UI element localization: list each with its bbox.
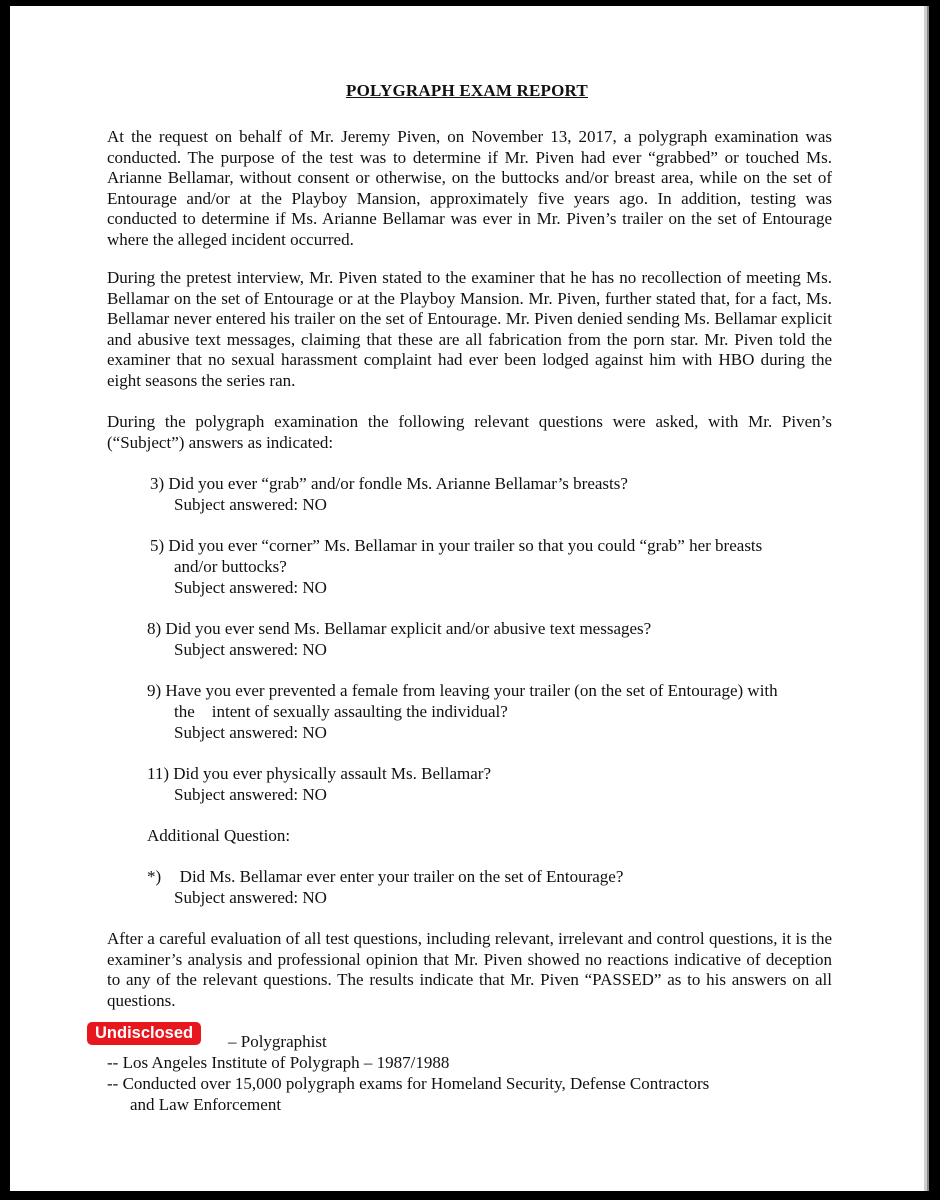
- questions-intro-paragraph: During the polygraph examination the following relevant questions were asked, with Mr. Piven’s (“Subject”) answers as indicated:: [107, 412, 832, 452]
- question-9: [147, 681, 778, 702]
- intro-paragraph: At the request on behalf of Mr. Jeremy Piven, on November 13, 2017, a polygraph examination was conducted. The purpose of the test was to determine if Mr. Piven had ever “grabbed” or touched Ms. Arianne Bellamar, without consent or otherwise, on the buttocks and/or breast area, while on the set of Entourage and/or at the Playboy Mansion, approximately five years ago. In addition, testing was conducted to determine if Ms. Arianne Bellamar was ever in Mr. Piven’s trailer on the set of Entourage where the alleged incident occurred.: [107, 127, 832, 249]
- answer-8: Subject answered: NO: [174, 640, 327, 659]
- question-5-continued: and/or buttocks?: [174, 557, 287, 576]
- question-text: Did Ms. Bellamar ever enter your trailer on the set of Entourage?: [179, 867, 624, 886]
- conclusion-paragraph: After a careful evaluation of all test questions, including relevant, irrelevant and control questions, it is the examiner’s analysis and professional opinion that Mr. Piven showed no reactions indicative of deception to any of the relevant questions. The results indicate that Mr. Piven “PASSED” as to his answers on all questions.: [107, 929, 832, 1010]
- question-text: Did you ever physically assault Ms. Bellamar?: [173, 764, 492, 783]
- question-text: Did you ever send Ms. Bellamar explicit and/or abusive text messages?: [165, 619, 652, 638]
- additional-question-heading: Additional Question:: [147, 826, 291, 845]
- answer-additional: Subject answered: NO: [174, 888, 327, 907]
- question-number: 3): [150, 474, 165, 493]
- question-number: 11): [147, 764, 170, 783]
- question-8: [147, 619, 651, 640]
- question-3: [150, 474, 628, 495]
- question-text: Did you ever “grab” and/or fondle Ms. Arianne Bellamar’s breasts?: [168, 474, 628, 493]
- examiner-role: – Polygraphist: [228, 1032, 327, 1051]
- question-number: 9): [147, 681, 162, 700]
- answer-3: Subject answered: NO: [174, 495, 327, 514]
- answer-11: Subject answered: NO: [174, 785, 327, 804]
- answer-5: Subject answered: NO: [174, 578, 327, 597]
- question-number: 5): [150, 536, 165, 555]
- question-5: [150, 536, 762, 557]
- report-title: POLYGRAPH EXAM REPORT: [346, 81, 588, 100]
- answer-9: Subject answered: NO: [174, 723, 327, 742]
- credential-institute: -- Los Angeles Institute of Polygraph – 1987/1988: [107, 1053, 450, 1072]
- question-text: Have you ever prevented a female from leaving your trailer (on the set of Entourage) with: [165, 681, 778, 700]
- question-number: *): [147, 867, 162, 886]
- question-9-continued: the intent of sexually assaulting the individual?: [174, 702, 508, 721]
- credential-exams: -- Conducted over 15,000 polygraph exams for Homeland Security, Defense Contractors: [107, 1074, 710, 1093]
- redaction-badge: Undisclosed: [87, 1022, 201, 1045]
- question-text: Did you ever “corner” Ms. Bellamar in your trailer so that you could “grab” her breasts: [168, 536, 763, 555]
- question-11: [147, 764, 491, 785]
- page-edge-dark: [927, 6, 929, 1191]
- credential-exams-continued: and Law Enforcement: [130, 1095, 282, 1114]
- document-page: [10, 6, 924, 1191]
- additional-question: [147, 867, 623, 888]
- pretest-paragraph: During the pretest interview, Mr. Piven stated to the examiner that he has no recollection of meeting Ms. Bellamar on the set of Entourage or at the Playboy Mansion. Mr. Piven, further stated that, for a fact, Ms. Bellamar never entered his trailer on the set of Entourage. Mr. Piven denied sending Ms. Bellamar explicit and abusive text messages, claiming that these are all fabrication from the porn star. Mr. Piven told the examiner that no sexual harassment complaint had ever been lodged against him with HBO during the eight seasons the series ran.: [107, 268, 832, 390]
- question-number: 8): [147, 619, 162, 638]
